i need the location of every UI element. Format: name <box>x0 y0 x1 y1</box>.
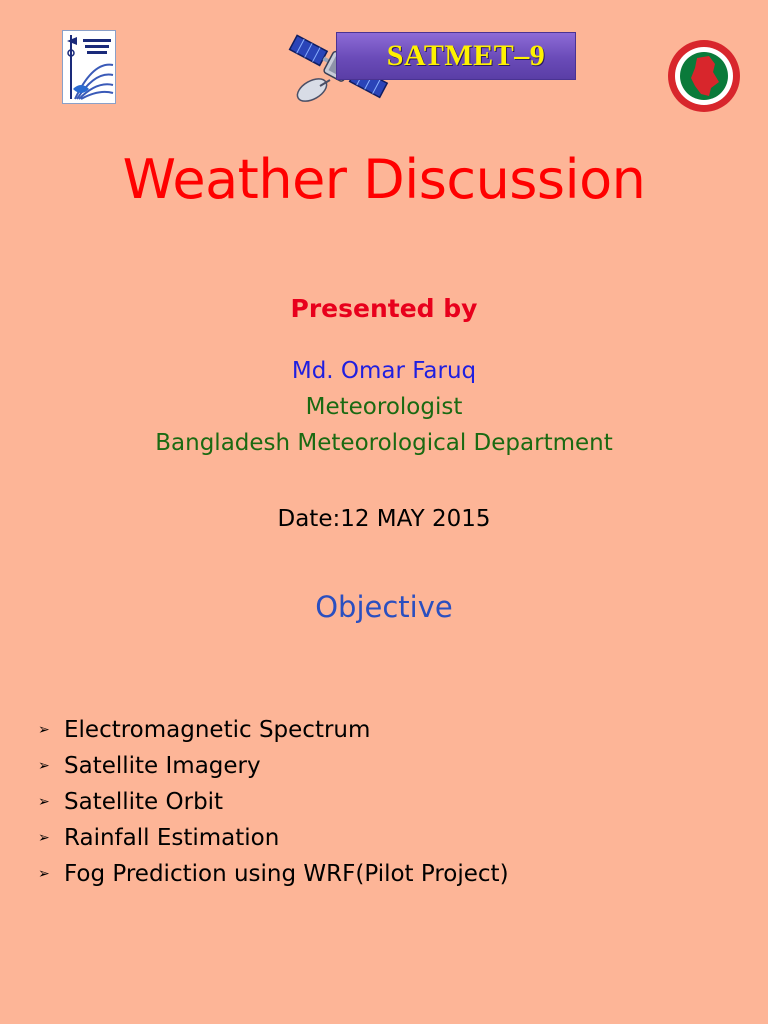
list-item-text: Fog Prediction using WRF(Pilot Project) <box>64 861 509 887</box>
presented-by-label: Presented by <box>290 294 478 323</box>
list-item <box>36 856 509 892</box>
government-seal-icon <box>663 38 745 114</box>
author-name: Md. Omar Faruq <box>291 358 477 384</box>
bullet-arrow-icon: ➢ <box>38 758 50 774</box>
list-item <box>36 748 509 784</box>
list-item-text: Electromagnetic Spectrum <box>64 717 371 743</box>
list-item <box>36 712 509 748</box>
satmet-badge <box>336 32 576 80</box>
bullet-arrow-icon: ➢ <box>38 794 50 810</box>
list-item-text: Satellite Imagery <box>64 753 261 779</box>
objective-heading: Objective <box>315 590 453 624</box>
list-item <box>36 784 509 820</box>
list-item-text: Satellite Orbit <box>64 789 224 815</box>
bullet-arrow-icon: ➢ <box>38 722 50 738</box>
objective-list <box>36 712 509 892</box>
presentation-date: Date:12 MAY 2015 <box>277 506 491 532</box>
satmet-badge-text: SATMET–9 <box>386 39 546 72</box>
bullet-arrow-icon: ➢ <box>38 830 50 846</box>
bullet-arrow-icon: ➢ <box>38 866 50 882</box>
author-department: Bangladesh Meteorological Department <box>155 430 613 456</box>
slide-title: Weather Discussion <box>122 148 646 211</box>
author-role: Meteorologist <box>305 394 463 420</box>
list-item <box>36 820 509 856</box>
list-item-text: Rainfall Estimation <box>64 825 280 851</box>
bmd-logo-icon <box>62 30 116 104</box>
